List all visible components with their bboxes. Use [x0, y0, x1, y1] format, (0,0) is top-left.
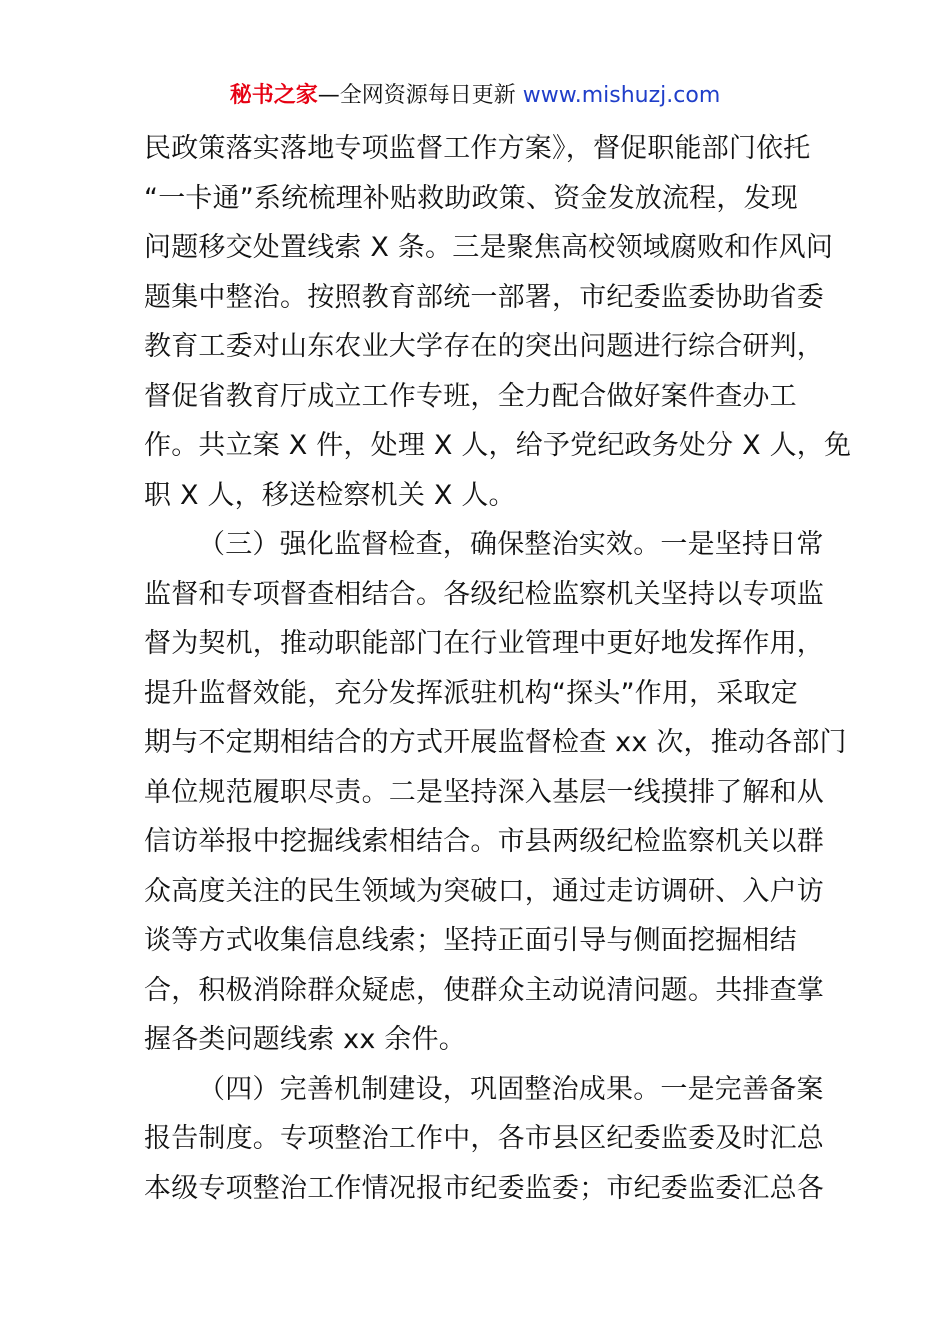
- text-line: 职 X 人，移送检察机关 X 人。: [144, 479, 516, 511]
- text-line: 提升监督效能，充分发挥派驻机构“探头”作用，采取定: [144, 677, 798, 709]
- text-line: 监督和专项督查相结合。各级纪检监察机关坚持以专项监: [144, 578, 824, 610]
- text-line: 单位规范履职尽责。二是坚持深入基层一线摸排了解和从: [144, 776, 824, 808]
- site-tagline: —全网资源每日更新: [317, 83, 523, 108]
- text-line: 信访举报中挖掘线索相结合。市县两级纪检监察机关以群: [144, 826, 824, 857]
- text-line: 作。共立案 X 件，处理 X 人，给予党纪政务处分 X 人，免: [144, 430, 852, 461]
- text-line: 谈等方式收集信息线索；坚持正面引导与侧面挖掘相结: [144, 925, 797, 956]
- paragraph-heading-3: （三）强化监督检查，确保整治实效。一是坚持日常: [198, 529, 824, 560]
- text-line: 督促省教育厅成立工作专班，全力配合做好案件查办工: [144, 380, 797, 412]
- text-line: 报告制度。专项整治工作中，各市县区纪委监委及时汇总: [144, 1123, 824, 1154]
- text-line: 期与不定期相结合的方式开展监督检查 xx 次，推动各部门: [144, 727, 847, 758]
- text-line: 合，积极消除群众疑虑，使群众主动说清问题。共排查掌: [144, 974, 824, 1006]
- text-line: 本级专项整治工作情况报市纪委监委；市纪委监委汇总各: [144, 1172, 824, 1204]
- text-line: 教育工委对山东农业大学存在的突出问题进行综合研判，: [144, 331, 824, 362]
- document-body: [144, 124, 852, 1213]
- text-line: 握各类问题线索 xx 余件。: [144, 1024, 466, 1055]
- text-line: “一卡通”系统梳理补贴救助政策、资金发放流程，发现: [144, 182, 798, 214]
- site-brand: 秘书之家: [229, 83, 318, 108]
- site-header: [0, 80, 950, 112]
- text-line: 民政策落实落地专项监督工作方案》，督促职能部门依托: [144, 133, 811, 164]
- text-line: 题集中整治。按照教育部统一部署，市纪委监委协助省委: [144, 281, 824, 313]
- text-line: 众高度关注的民生领域为突破口，通过走访调研、入户访: [144, 875, 824, 907]
- site-url[interactable]: www.mishuzj.com: [522, 83, 721, 108]
- text-line: 督为契机，推动职能部门在行业管理中更好地发挥作用，: [144, 628, 824, 659]
- paragraph-heading-4: （四）完善机制建设，巩固整治成果。一是完善备案: [198, 1073, 824, 1105]
- text-line: 问题移交处置线索 X 条。三是聚焦高校领域腐败和作风问: [144, 232, 834, 263]
